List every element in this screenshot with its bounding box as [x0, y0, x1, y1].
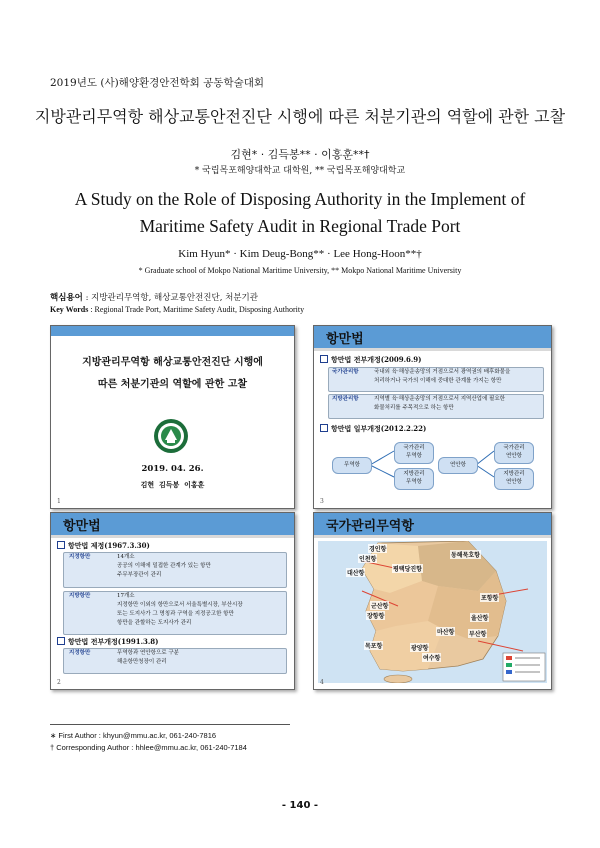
- definition-line: 해운항만청장이 관리: [117, 659, 167, 665]
- row-tag: 지방관리항: [332, 396, 359, 402]
- map-label: 울산항: [471, 615, 489, 622]
- keywords-en-values: : Regional Trade Port, Maritime Safety Audit, Disposing Authority: [90, 305, 305, 314]
- map-label: 평택당진항: [393, 566, 422, 573]
- map-label: 경인항: [369, 546, 387, 553]
- map-label: 장항항: [367, 613, 385, 620]
- row-tag: 국가관리항: [332, 369, 359, 375]
- flow-box-national-coastal: 국가관리 연안항: [494, 442, 534, 464]
- university-seal-icon: [153, 418, 189, 454]
- definition-line: 항만을 관할하는 도지사가 관리: [117, 620, 192, 626]
- slide1-presenters: 김현 김득봉 이홍훈: [140, 480, 205, 489]
- flow-box-trade-port: 무역항: [332, 457, 372, 474]
- slide-number: 4: [320, 679, 324, 686]
- definition-line: 국내외 육·해상운송망의 거점으로서 광역권의 배후화물을: [374, 369, 511, 375]
- definition-text: [117, 592, 243, 628]
- slide-port-act-1967: [50, 512, 295, 690]
- title-english: [40, 186, 560, 240]
- slide-national-trade-ports: [313, 512, 552, 690]
- footnote-first-author: ∗ First Author : khyun@mmu.ac.kr, 061-240-7816: [50, 731, 217, 740]
- title-english-line2: Maritime Safety Audit in Regional Trade Port: [139, 216, 461, 236]
- keywords-korean: [50, 291, 258, 303]
- definition-row: [69, 553, 90, 562]
- footnote-corresponding-author: † Corresponding Author : hhlee@mmu.ac.kr, 061-240-7184: [50, 743, 247, 752]
- keywords-english: [50, 305, 304, 314]
- definition-line: 주무부장관이 관리: [117, 572, 162, 578]
- definition-line: 14개소: [117, 554, 135, 560]
- section-heading: [57, 541, 150, 551]
- definition-text: [117, 553, 211, 580]
- keywords-en-label: Key Words: [50, 305, 89, 314]
- section-heading-text: 항만법 일부개정(2012.2.22): [331, 424, 427, 433]
- footnote-rule: [50, 724, 290, 725]
- square-bullet-icon: [57, 637, 65, 645]
- square-bullet-icon: [57, 541, 65, 549]
- definition-row: [69, 592, 90, 601]
- page-number: - 140 -: [281, 800, 319, 811]
- slide-title: [50, 325, 295, 509]
- row-tag: 지정항만: [69, 650, 91, 656]
- affiliation-korean: * 국립목포해양대학교 대학원, ** 국립목포해양대학교: [194, 166, 406, 176]
- section-heading-text: 항만법 제정(1967.3.30): [68, 541, 150, 550]
- definition-text: [117, 649, 179, 667]
- definition-line: 또는 도지사가 그 명칭과 구역을 지정공고한 항만: [117, 611, 234, 617]
- slide-heading: 항만법: [326, 332, 364, 347]
- map-label: 부산항: [469, 631, 487, 638]
- definition-line: 공공의 이해에 밀접한 관계가 있는 항만: [117, 563, 211, 569]
- definition-line: 화물처리를 주목적으로 하는 항만: [374, 405, 454, 411]
- flow-box-regional-trade: 지방관리 무역항: [394, 468, 434, 490]
- map-label: 여수항: [423, 655, 441, 662]
- slide-header: [51, 513, 294, 538]
- definition-line: 지정항만 이외의 항만으로서 서울특별시장, 부산시장: [117, 602, 243, 608]
- slide-top-bar: [51, 326, 294, 336]
- slide-port-act-2009: [313, 325, 552, 509]
- title-english-line1: A Study on the Role of Disposing Authority in the Implement of: [74, 189, 526, 209]
- korea-map: [318, 541, 547, 683]
- map-label: 군산항: [371, 603, 389, 610]
- title-korean: 지방관리무역항 해상교통안전진단 시행에 따른 처분기관의 역할에 관한 고찰: [34, 107, 566, 126]
- slide-header: [314, 513, 551, 538]
- keywords-ko-label: 핵심용어: [50, 293, 83, 303]
- slide-number: 1: [57, 498, 61, 505]
- slide-heading: 항만법: [63, 519, 101, 534]
- authors-korean: 김현* · 김득봉** · 이홍훈**†: [230, 148, 370, 161]
- map-label: 대산항: [347, 570, 365, 577]
- map-label: 인천항: [359, 556, 377, 563]
- row-tag: 지방항만: [69, 593, 91, 599]
- definition-line: 무역항과 연안항으로 구분: [117, 650, 179, 656]
- flow-box-regional-coastal: 지방관리 연안항: [494, 468, 534, 490]
- slide-number: 2: [57, 679, 61, 686]
- section-heading-text: 항만법 전부개정(2009.6.9): [331, 355, 422, 364]
- definition-line: 지역별 육·해상운송망의 거점으로서 지역산업에 필요한: [374, 396, 505, 402]
- conference-name: 2019년도 (사)해양환경안전학회 공동학술대회: [50, 77, 265, 89]
- definition-line: 처리하거나 국가의 이해에 중대한 관계를 가지는 항만: [374, 378, 502, 384]
- map-label: 동해묵호항: [451, 552, 480, 559]
- affiliation-english: * Graduate school of Mokpo National Maritime University, ** Mokpo National Maritime University: [138, 266, 462, 275]
- slide-heading: 국가관리무역항: [326, 519, 414, 534]
- flow-box-national-trade: 국가관리 무역항: [394, 442, 434, 464]
- map-label: 광양항: [411, 645, 429, 652]
- section-heading: [57, 637, 159, 647]
- section-heading-text: 항만법 전부개정(1991.3.8): [68, 637, 159, 646]
- slide-number: 3: [320, 498, 324, 505]
- slide1-date: 2019. 04. 26.: [141, 464, 204, 474]
- definition-row: [69, 649, 90, 658]
- slide1-title-line2: 따른 처분기관의 역할에 관한 고찰: [97, 379, 248, 390]
- flow-box-coastal-port: 연안항: [438, 457, 478, 474]
- map-label: 마산항: [437, 629, 455, 636]
- definition-line: 17개소: [117, 593, 135, 599]
- keywords-ko-values: : 지방관리무역항, 해상교통안전진단, 처분기관: [85, 293, 258, 303]
- map-label: 포항항: [481, 595, 499, 602]
- authors-english: Kim Hyun* · Kim Deug-Bong** · Lee Hong-Hoon**†: [178, 248, 422, 260]
- map-label: 목포항: [365, 643, 383, 650]
- slide1-title-line1: 지방관리무역항 해상교통안전진단 시행에: [82, 357, 263, 368]
- row-tag: 지정항만: [69, 554, 91, 560]
